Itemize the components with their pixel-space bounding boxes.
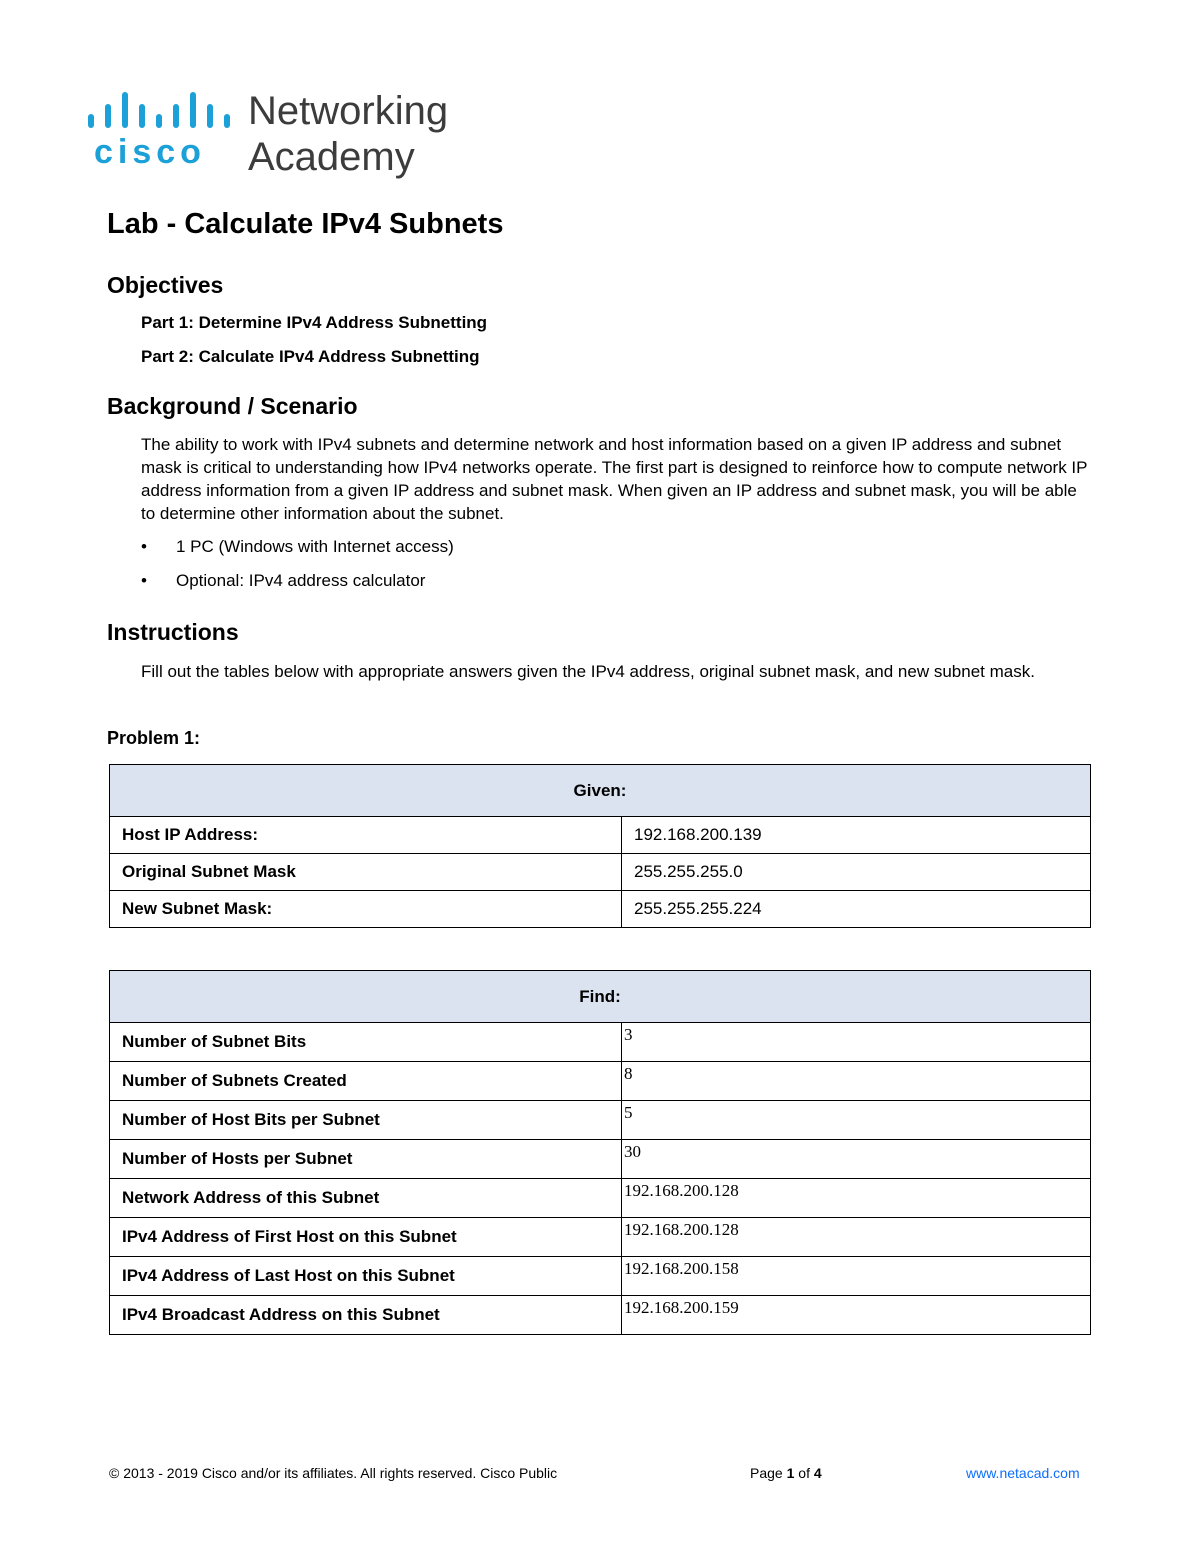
given-table-header: Given: [110, 765, 1091, 817]
table-row [110, 891, 1091, 928]
given-label: Host IP Address: [110, 817, 622, 854]
find-answer-field[interactable]: 192.168.200.128 [622, 1179, 1091, 1218]
given-value: 255.255.255.224 [622, 891, 1091, 928]
find-label: IPv4 Address of Last Host on this Subnet [110, 1257, 622, 1296]
objective-part-2: Part 2: Calculate IPv4 Address Subnetting [141, 347, 480, 366]
find-table-header: Find: [110, 971, 1091, 1023]
given-value: 255.255.255.0 [622, 854, 1091, 891]
table-row [110, 1023, 1091, 1062]
find-label: Number of Host Bits per Subnet [110, 1101, 622, 1140]
logo-line-2: Academy [248, 135, 415, 179]
instructions-heading: Instructions [107, 619, 239, 645]
list-item: • Optional: IPv4 address calculator [141, 571, 426, 590]
footer-copyright: © 2013 - 2019 Cisco and/or its affiliates. All rights reserved. Cisco Public [109, 1465, 558, 1481]
background-paragraph: The ability to work with IPv4 subnets and determine network and host information based on a given IP address and subnet mask is critical to understanding how IPv4 networks operate. The first part is designed to reinforce how to compute network IP address information from a given IP address and subnet mask. When given an IP address and subnet mask, you will be able to determine other information about the subnet. [141, 435, 1088, 523]
find-answer-field[interactable]: 192.168.200.159 [622, 1296, 1091, 1335]
objective-part-1: Part 1: Determine IPv4 Address Subnetting [141, 313, 488, 332]
table-row [110, 1062, 1091, 1101]
footer-page-number: Page 1 of 4 [750, 1465, 822, 1481]
table-row [110, 1296, 1091, 1335]
logo-line-1: Networking [248, 89, 449, 133]
cisco-bars-icon [86, 88, 226, 128]
find-answer-field[interactable]: 3 [622, 1023, 1091, 1062]
find-label: Number of Subnets Created [110, 1062, 622, 1101]
given-label: Original Subnet Mask [110, 854, 622, 891]
find-answer-field[interactable]: 192.168.200.128 [622, 1218, 1091, 1257]
bullet-icon: • [141, 571, 147, 590]
find-label: Number of Hosts per Subnet [110, 1140, 622, 1179]
find-label: IPv4 Broadcast Address on this Subnet [110, 1296, 622, 1335]
problem-1-label: Problem 1: [107, 728, 201, 748]
table-row [110, 1218, 1091, 1257]
find-answer-field[interactable]: 192.168.200.158 [622, 1257, 1091, 1296]
instructions-paragraph: Fill out the tables below with appropriate answers given the IPv4 address, original subnet mask, and new subnet mask. [141, 662, 1035, 681]
find-table [109, 970, 1091, 1335]
footer-link[interactable]: www.netacad.com [966, 1465, 1080, 1481]
cisco-netacad-logo [86, 88, 486, 178]
given-label: New Subnet Mask: [110, 891, 622, 928]
given-value: 192.168.200.139 [622, 817, 1091, 854]
table-row [110, 1257, 1091, 1296]
table-row [110, 1140, 1091, 1179]
list-item: • 1 PC (Windows with Internet access) [141, 537, 454, 556]
cisco-wordmark: cisco [94, 133, 206, 171]
networking-academy-wordmark [248, 88, 448, 180]
table-row [110, 1179, 1091, 1218]
table-row [110, 1101, 1091, 1140]
find-answer-field[interactable]: 8 [622, 1062, 1091, 1101]
bullet-icon: • [141, 537, 147, 556]
find-label: IPv4 Address of First Host on this Subnet [110, 1218, 622, 1257]
table-row [110, 854, 1091, 891]
background-heading: Background / Scenario [107, 393, 358, 419]
find-answer-field[interactable]: 5 [622, 1101, 1091, 1140]
given-table [109, 764, 1091, 928]
find-label: Number of Subnet Bits [110, 1023, 622, 1062]
page-title: Lab - Calculate IPv4 Subnets [107, 208, 504, 240]
objectives-heading: Objectives [107, 272, 224, 298]
find-answer-field[interactable]: 30 [622, 1140, 1091, 1179]
table-row [110, 817, 1091, 854]
find-label: Network Address of this Subnet [110, 1179, 622, 1218]
